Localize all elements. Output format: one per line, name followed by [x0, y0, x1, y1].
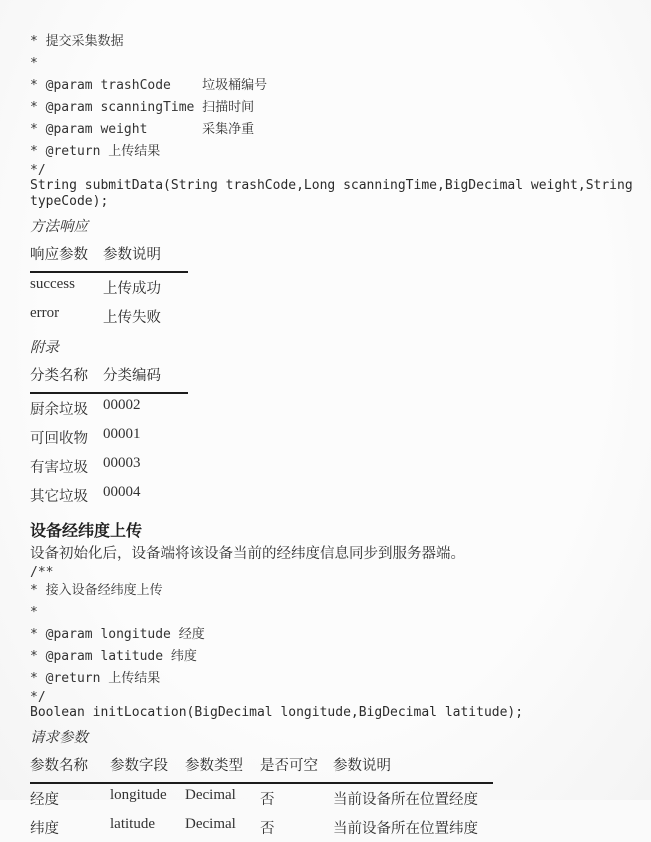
table-cell: 上传成功	[103, 281, 161, 297]
location-section-title: 设备经纬度上传	[30, 523, 143, 540]
table-row	[30, 423, 188, 452]
table-cell: 上传失败	[103, 310, 161, 326]
appendix-heading: 附录	[30, 340, 59, 356]
table-row	[30, 783, 493, 813]
comment-line: * @return 上传结果	[30, 671, 161, 686]
comment-line: */	[30, 690, 46, 705]
table-row	[30, 452, 188, 481]
table-cell: 当前设备所在位置纬度	[333, 821, 478, 837]
javadoc-comment-location	[30, 565, 631, 705]
location-intro: 设备初始化后，设备端将该设备当前的经纬度信息同步到服务器端。	[30, 546, 465, 562]
table-header-row	[30, 240, 188, 272]
comment-line: * @param longitude 经度	[30, 627, 205, 642]
comment-line: *	[30, 605, 38, 620]
table-cell: Decimal	[185, 787, 236, 803]
table-cell: 00002	[103, 397, 141, 413]
column-header: 参数名称	[30, 751, 110, 783]
comment-line: */	[30, 163, 46, 178]
table-cell: success	[30, 276, 75, 292]
table-row	[30, 393, 188, 423]
comment-line: * @param weight 采集净重	[30, 122, 255, 137]
table-row	[30, 813, 493, 842]
table-cell: 厨余垃圾	[30, 402, 88, 418]
code-line: typeCode);	[30, 194, 109, 209]
table-row	[30, 302, 188, 331]
request-params-heading: 请求参数	[30, 730, 88, 746]
table-cell: 否	[260, 821, 275, 837]
column-header: 参数类型	[185, 751, 260, 783]
column-header: 参数说明	[103, 240, 188, 272]
table-cell: Decimal	[185, 816, 236, 832]
request-params-table	[30, 751, 493, 842]
table-cell: 有害垃圾	[30, 460, 88, 476]
table-cell: longitude	[110, 787, 167, 803]
comment-line: *	[30, 56, 38, 71]
code-line: String submitData(String trashCode,Long scanningTime,BigDecimal weight,String	[30, 178, 633, 193]
code-init-location	[30, 705, 631, 721]
code-submit-data	[30, 178, 631, 210]
comment-line: * 接入设备经纬度上传	[30, 583, 163, 598]
table-cell: error	[30, 305, 60, 321]
appendix-table	[30, 361, 188, 510]
table-cell: 否	[260, 792, 275, 808]
table-row	[30, 272, 188, 302]
column-header: 是否可空	[260, 751, 333, 783]
comment-line: * @return 上传结果	[30, 144, 161, 159]
table-cell: 经度	[30, 792, 59, 808]
comment-line: * @param latitude 纬度	[30, 649, 197, 664]
table-cell: 00001	[103, 426, 141, 442]
table-cell: latitude	[110, 816, 155, 832]
table-header-row	[30, 751, 493, 783]
table-cell: 00003	[103, 455, 141, 471]
table-header-row	[30, 361, 188, 393]
column-header: 分类编码	[103, 361, 188, 393]
comment-line: * @param scanningTime 扫描时间	[30, 100, 255, 115]
javadoc-comment-submit	[30, 31, 631, 178]
method-response-heading: 方法响应	[30, 219, 88, 235]
code-line: Boolean initLocation(BigDecimal longitude,BigDecimal latitude);	[30, 705, 524, 720]
table-cell: 其它垃圾	[30, 489, 88, 505]
table-cell: 00004	[103, 484, 141, 500]
comment-line: * @param trashCode 垃圾桶编号	[30, 78, 268, 93]
comment-line: /**	[30, 565, 54, 580]
response-table	[30, 240, 188, 331]
column-header: 分类名称	[30, 361, 103, 393]
table-cell: 当前设备所在位置经度	[333, 792, 478, 808]
table-cell: 纬度	[30, 821, 59, 837]
table-cell: 可回收物	[30, 431, 88, 447]
column-header: 响应参数	[30, 240, 103, 272]
column-header: 参数说明	[333, 751, 493, 783]
column-header: 参数字段	[110, 751, 185, 783]
comment-line: * 提交采集数据	[30, 34, 124, 49]
table-row	[30, 481, 188, 510]
